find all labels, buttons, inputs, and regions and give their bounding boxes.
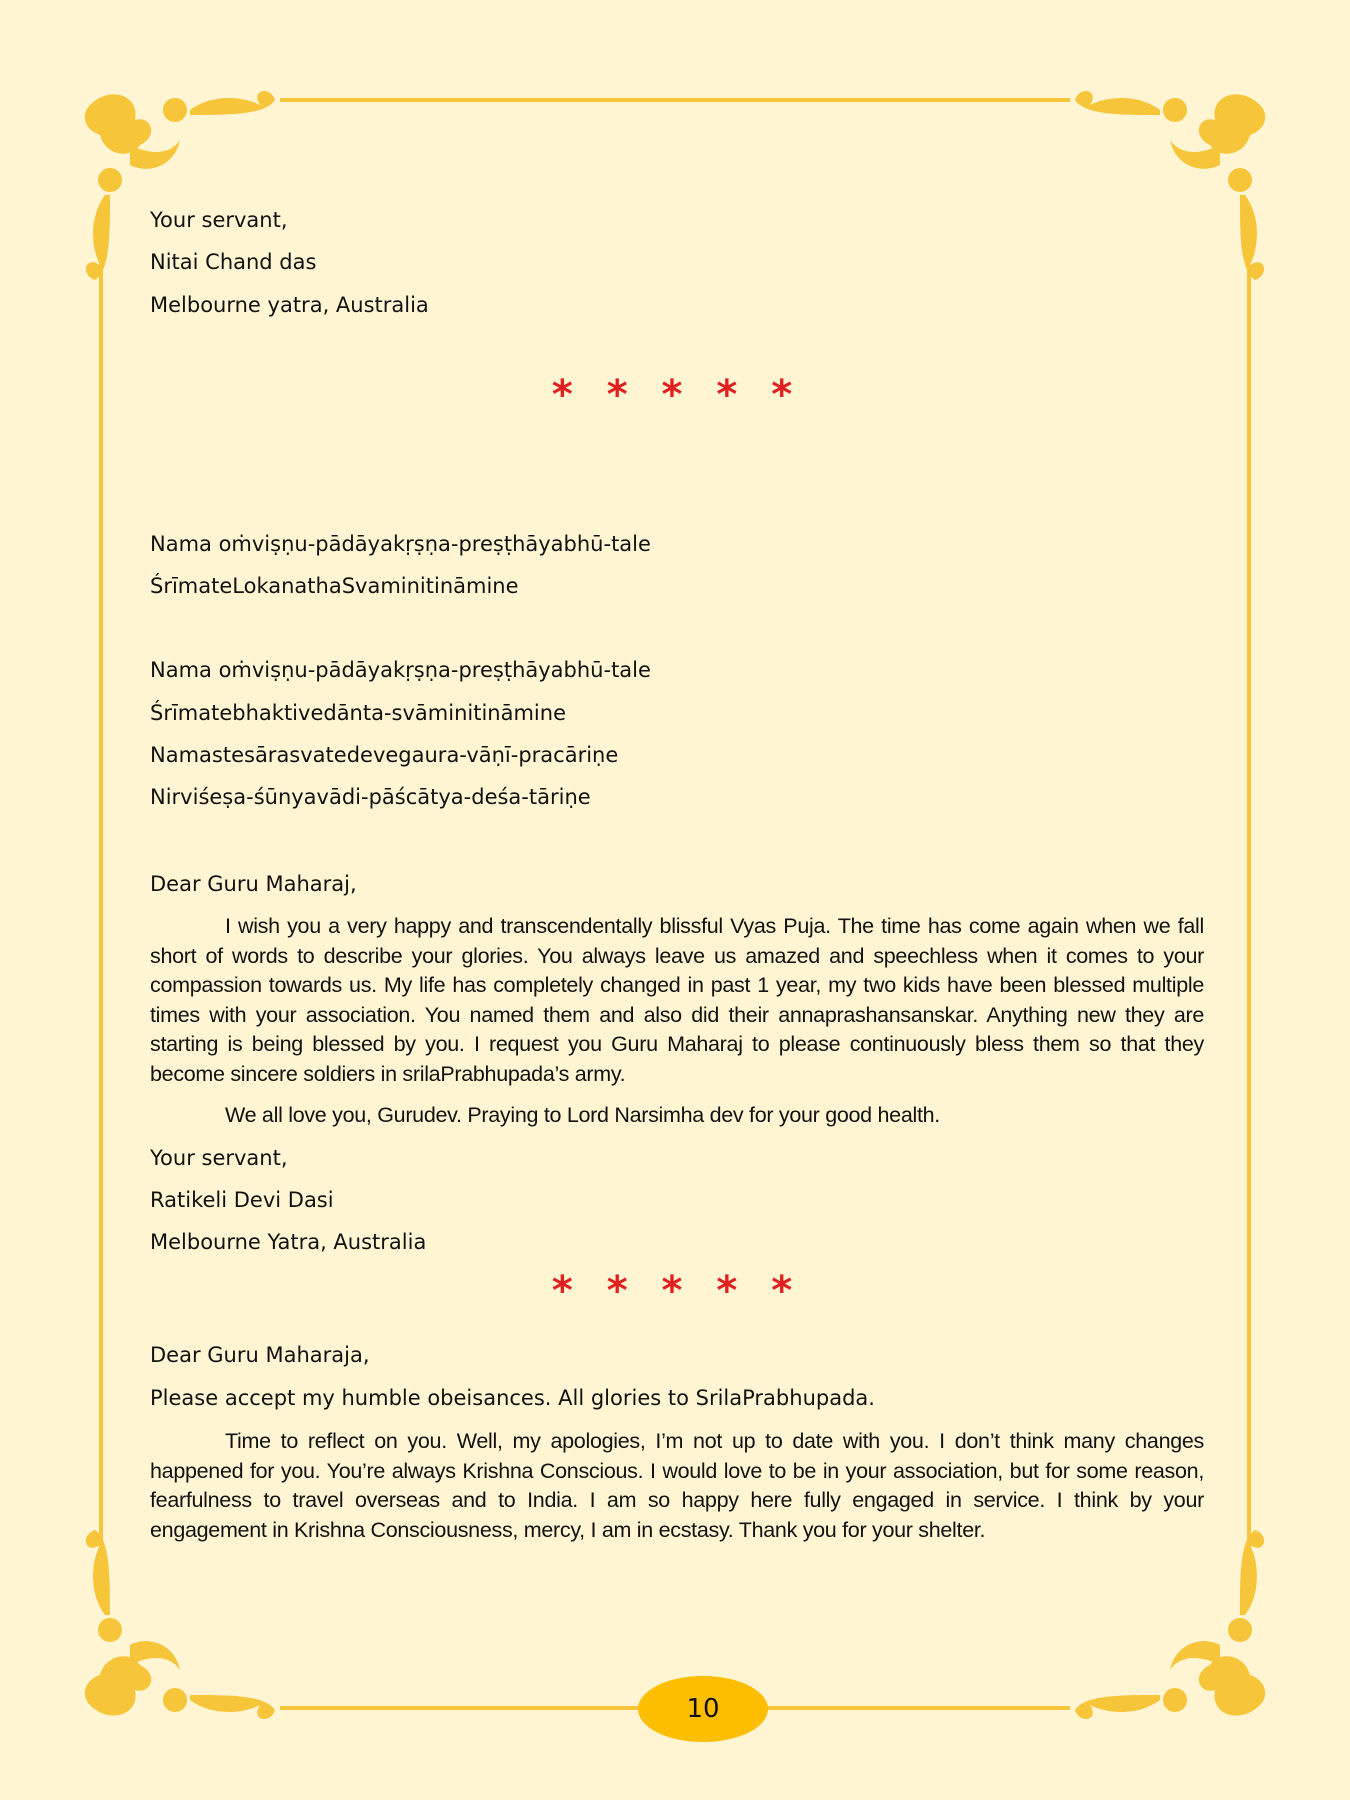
corner-ornament-top-right [1070,85,1270,285]
corner-ornament-bottom-left [80,1525,280,1725]
letter2-paragraph: I wish you a very happy and transcendentally blissful Vyas Puja. The time has come again when we fall short of words to describe your glories. You always leave us amazed and speechless when it comes to your compassion towards us. My life has completely changed in past 1 year, my two kids have been blessed multiple times with your association. You named them and also did their annaprashansanskar. Anything new they are starting is being blessed by you. I request you Guru Maharaj to please continuously bless them so that they become sincere soldiers in srilaPrabhupada’s army. [150,914,1204,1086]
border-bottom-left [280,1706,640,1710]
border-right [1247,270,1251,1550]
separator-stars: * * * * * [551,372,803,418]
verse2-line: Nirviśeṣa-śūnyavādi-pāścātya-deśa-tāriṇe [150,785,591,809]
letter2-greeting: Dear Guru Maharaj, [150,872,357,896]
page-number: 10 [686,1694,720,1724]
verse1-line: Nama oṁviṣṇu-pādāyakṛṣṇa-preṣṭhāyabhū-tale [150,532,651,556]
letter3-opening: Please accept my humble obeisances. All glories to SrilaPrabhupada. [150,1386,875,1410]
border-left [99,270,103,1550]
letter2-name: Ratikeli Devi Dasi [150,1188,334,1212]
letter1-name: Nitai Chand das [150,250,317,274]
letter2-paragraph: We all love you, Gurudev. Praying to Lord Narsimha dev for your good health. [225,1103,940,1127]
verse2-line: Nama oṁviṣṇu-pādāyakṛṣṇa-preṣṭhāyabhū-tale [150,658,651,682]
letter1-location: Melbourne yatra, Australia [150,293,429,317]
border-top [280,98,1070,102]
letter2-salutation: Your servant, [150,1146,288,1170]
separator-stars: * * * * * [551,1268,803,1314]
verse2-line: Namastesārasvatedevegaura-vāṇī-pracāriṇe [150,743,619,767]
corner-ornament-bottom-right [1070,1525,1270,1725]
verse2-line: Śrīmatebhaktivedānta-svāminitināmine [150,701,566,725]
verse1-line: ŚrīmateLokanathaSvaminitināmine [150,574,519,598]
letter3-paragraph: Time to reflect on you. Well, my apologies, I’m not up to date with you. I don’t think many changes happened for you. You’re always Krishna Conscious. I would love to be in your association, but for some reason, fearfulness to travel overseas and to India. I am so happy here fully engaged in service. I think by your engagement in Krishna Consciousness, mercy, I am in ecstasy. Thank you for your shelter. [150,1429,1204,1542]
letter1-salutation: Your servant, [150,208,288,232]
letter2-location: Melbourne Yatra, Australia [150,1230,427,1254]
border-bottom-right [766,1706,1070,1710]
page-number-badge [638,1676,768,1742]
letter3-greeting: Dear Guru Maharaja, [150,1343,370,1367]
